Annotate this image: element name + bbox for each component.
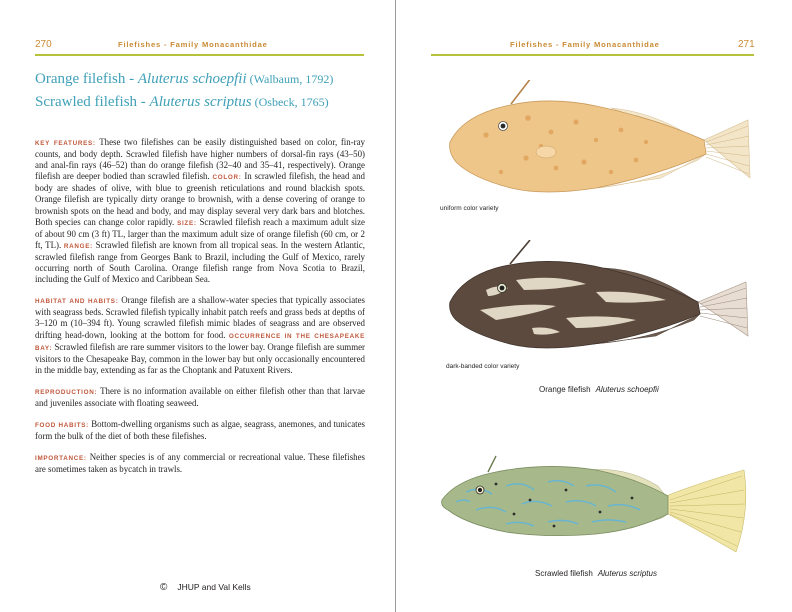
paragraph-habitat: HABITAT AND HABITS: Orange filefish are a shallow-water species that typically associates with seagrass beds. Scrawled filefish typically inhabit patch reefs and grass beds at depths of 3–120 m (10–394 ft). Young scrawled filefish mimic blades of seagrass and are observed drifting head-down, looking at the bottom for food. OCCURRENCE IN THE CHESAPEAKE BAY: Scrawled filefish are rare summer visitors to the lower bay. Orange filefish are summer visitors to the Chesapeake Bay, common in the lower bay but only occasionally encountered in the middle bay, extending as far as the Choptank and Patuxent Rivers. [35,295,365,375]
paragraph-reproduction: REPRODUCTION: There is no information available on either filefish other than that larvae and juveniles associate with floating seaweed. [35,385,365,408]
scrawled-filefish-illustration [436,440,756,560]
caudal-fin [666,470,746,552]
copyright-line: © JHUP and Val Kells [160,582,251,593]
page-number: 270 [35,39,52,50]
right-page [396,0,792,612]
paragraph-food-habits: FOOD HABITS: Bottom-dwelling organisms such as algae, seagrass, anemones, and tunicates form the bulk of the diet of both these filefishes. [35,419,366,442]
dorsal-spine [510,240,530,264]
caudal-fin [704,120,750,178]
orange-filefish-banded-illustration [436,240,756,360]
header-rule [431,54,754,56]
running-head: Filefishes - Family Monacanthidae [510,40,660,49]
pectoral-fin [536,146,556,158]
fish-body [450,101,706,192]
caption-orange-filefish: Orange filefish Aluterus schoepfii [539,385,659,394]
running-head: Filefishes - Family Monacanthidae [118,40,268,49]
species-title-orange: Orange filefish - Aluterus schoepfii (Walbaum, 1792) [35,71,334,87]
species-account-text [35,137,365,485]
paragraph-description: KEY FEATURES: These two filefishes can be easily distinguished based on color, fin-ray counts, and body depth. Scrawled filefish have higher numbers of dorsal-fin rays (43–50) and anal-fin rays (46–52) than do orange filefish (32–40 and 35–41, respectively). Orange filefish are deeper bodied than scrawled filefish. COLOR: In scrawled filefish, the head and body are shades of olive, with blue to greenish reticulations and round blackish spots. Orange filefish are typically dirty orange to brownish, with a dense covering of orange to brownish spots on the head and body, and may display several very dark bars and blotches. Both species can change color rapidly. SIZE: Scrawled filefish reach a maximum adult size of about 90 cm (3 ft) TL, larger than the maximum adult size of orange filefish (60 cm, or 2 ft, TL). RANGE: Scrawled filefish are known from all tropical seas. In the western Atlantic, scrawled filefish range from Georges Bank to Brazil, including the Gulf of Mexico, rarely occurring north of South Carolina. Orange filefish range from Nova Scotia to Brazil, including the Gulf of Mexico and Caribbean Sea. [35,137,365,285]
paragraph-importance: IMPORTANCE: Neither species is of any commercial or recreational value. These filefishes are sometimes taken as bycatch in trawls. [35,452,365,475]
header-rule [35,54,364,56]
caption-scrawled-filefish: Scrawled filefish Aluterus scriptus [535,569,657,578]
dorsal-spine [488,456,496,472]
fish-body [450,261,700,348]
copyright-icon: © [160,582,168,593]
dorsal-spine [511,80,531,104]
orange-filefish-uniform-illustration [436,80,756,205]
caudal-fin [698,282,748,336]
variety-label-banded: dark-banded color variety [446,363,520,370]
species-title-scrawled: Scrawled filefish - Aluterus scriptus (Osbeck, 1765) [35,94,329,110]
page-number: 271 [738,39,755,50]
variety-label-uniform: uniform color variety [440,205,499,212]
